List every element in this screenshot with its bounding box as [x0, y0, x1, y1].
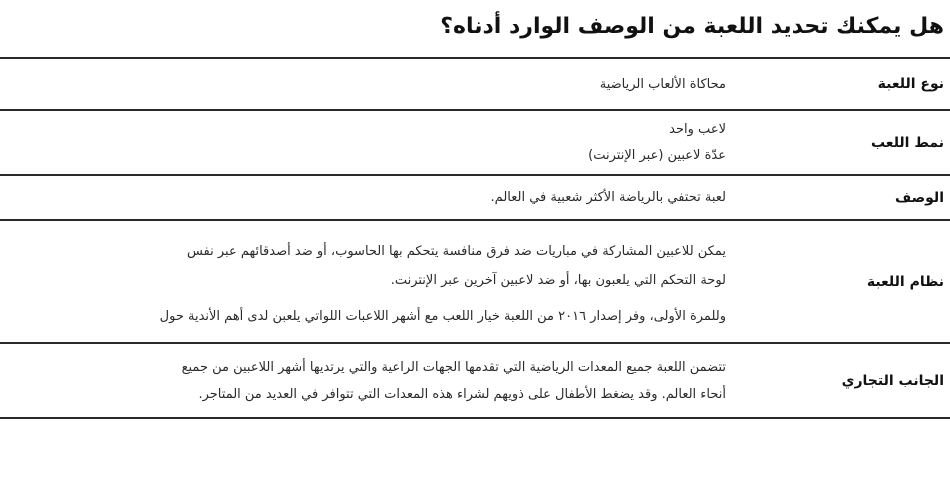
- value-line: أنحاء العالم. وقد يضغط الأطفال على ذويهم لشراء هذه المعدات التي تتوافر في العديد من المتاجر.: [198, 387, 726, 402]
- value-line: عدّة لاعبين (عبر الإنترنت): [588, 148, 726, 163]
- value-line: يمكن للاعبين المشاركة في مباريات ضد فرق منافسة يتحكم بها الحاسوب، أو ضد أصدقائهم عبر نفس: [186, 244, 726, 259]
- page-title: هل يمكنك تحديد اللعبة من الوصف الوارد أدناه؟: [440, 14, 944, 39]
- row-value-game-type: [2, 71, 726, 98]
- row-game-system: [0, 221, 950, 344]
- row-label-description: الوصف: [894, 189, 944, 206]
- row-value-play-mode: [2, 117, 726, 169]
- value-line: وللمرة الأولى، وفر إصدار ٢٠١٦ من اللعبة خيار اللعب مع أشهر اللاعبات اللواتي يلعبن لدى أهم الأندية حول: [159, 309, 726, 324]
- value-line: لوحة التحكم التي يلعبون بها، أو ضد لاعبين آخرين عبر الإنترنت.: [390, 273, 726, 288]
- value-line: لاعب واحد: [669, 122, 726, 137]
- row-value-description: [2, 184, 726, 211]
- game-description-table: [0, 57, 950, 419]
- row-play-mode: [0, 111, 950, 176]
- value-line: لعبة تحتفي بالرياضة الأكثر شعبية في العالم.: [490, 190, 726, 205]
- row-commercial-aspect: [0, 344, 950, 419]
- row-description: [0, 176, 950, 221]
- row-value-commercial-aspect: [2, 354, 726, 408]
- row-label-game-type: نوع اللعبة: [877, 76, 944, 92]
- row-game-type: [0, 59, 950, 111]
- value-line: محاكاة الألعاب الرياضية: [599, 77, 726, 92]
- row-label-game-system: نظام اللعبة: [866, 273, 944, 290]
- value-line: تتضمن اللعبة جميع المعدات الرياضية التي تقدمها الجهات الراعية والتي يرتديها أشهر اللاعبين من جميع: [181, 360, 726, 375]
- row-label-play-mode: نمط اللعب: [870, 134, 944, 151]
- row-label-commercial-aspect: الجانب التجاري: [841, 372, 944, 389]
- row-value-game-system: [2, 237, 726, 331]
